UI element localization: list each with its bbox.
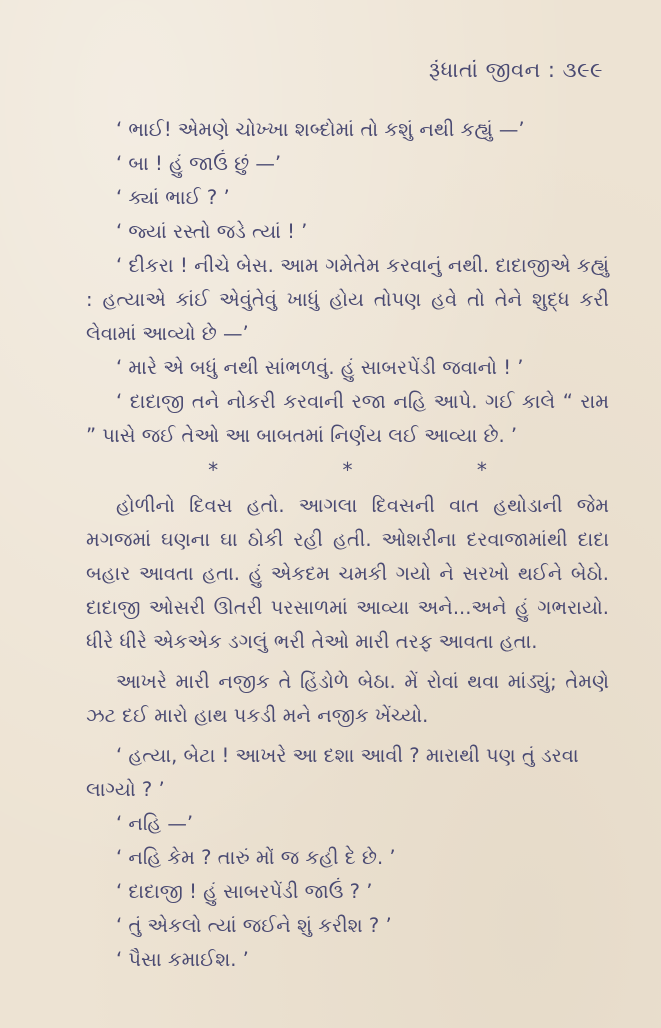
dialogue-line: ‘ જ્યાં રસ્તો જડે ત્યાં ! ’ [116, 220, 308, 243]
separator-star: * [208, 458, 219, 482]
section-separator [86, 455, 609, 485]
dialogue-line: ‘ બા ! હું જાઉં છું —’ [116, 152, 282, 175]
dialogue-line: ‘ ક્યાં ભાઈ ? ’ [116, 186, 230, 209]
dialogue-line: ‘ મારે એ બધું નથી સાંભળવું. હું સાબરપેંડી જવાનો ! ’ [116, 356, 524, 379]
dialogue-line: ‘ નહિ કેમ ? તારું મોં જ કહી દે છે. ’ [116, 846, 396, 869]
dialogue-line: ‘ નહિ —’ [116, 812, 194, 835]
body-paragraph: હોળીનો દિવસ હતો. આગલા દિવસની વાત હથોડાની જેમ મગજમાં ઘણના ઘા ઠોકી રહી હતી. ઓશરીના દરવાજામાંથી દાદા બહાર આવતા હતા. હું એકદમ ચમકી ગયો ને સરખો થઈને બેઠો. દાદાજી ઓસરી ઊતરી પરસાળમાં આવ્યા અને...અને હું ગભરાયો. ધીરે ધીરે એકએક ડગલું ભરી તેઓ મારી તરફ આવતા હતા. [86, 494, 609, 653]
body-paragraph: આખરે મારી નજીક તે હિંડોળે બેઠા. મેં રોવાં થવા માંડ્યું; તેમણે ઝટ દઈ મારો હાથ પકડી મને નજીક ખેંચ્યો. [86, 670, 609, 727]
dialogue-line: ‘ હત્યા, બેટા ! આખરે આ દશા આવી ? મારાથી પણ તું ડરવા લાગ્યો ? ’ [86, 744, 579, 801]
dialogue-line: ‘ દાદાજી ! હું સાબરપેંડી જાઉં ? ’ [116, 880, 373, 903]
separator-star: * [342, 458, 353, 482]
dialogue-line: ‘ પૈસા કમાઈશ. ’ [116, 948, 249, 971]
separator-star: * [476, 458, 487, 482]
dialogue-line: ‘ ભાઈ! એમણે ચોખ્ખા શબ્દોમાં તો કશું નથી કહ્યું —’ [116, 118, 525, 141]
dialogue-line: ‘ તું એકલો ત્યાં જઈને શું કરીશ ? ’ [116, 914, 392, 937]
dialogue-paragraph: ‘ દાદાજી તને નોકરી કરવાની રજા નહિ આપે. ગઈ કાલે “ રામ ” પાસે જઈ તેઓ આ બાબતમાં નિર્ણય લઈ આવ્યા છે. ’ [86, 390, 609, 447]
dialogue-paragraph: ‘ દીકરા ! નીચે બેસ. આમ ગમેતેમ કરવાનું નથી. દાદાજીએ કહ્યું : હત્યાએ કાંઈ એવુંતેવું ખાધું હોય તોપણ હવે તો તેને શુદ્ધ કરી લેવામાં આવ્યો છે —’ [86, 254, 609, 345]
running-head: રૂંધાતાં જીવન : ૩૯૯ [428, 58, 603, 82]
